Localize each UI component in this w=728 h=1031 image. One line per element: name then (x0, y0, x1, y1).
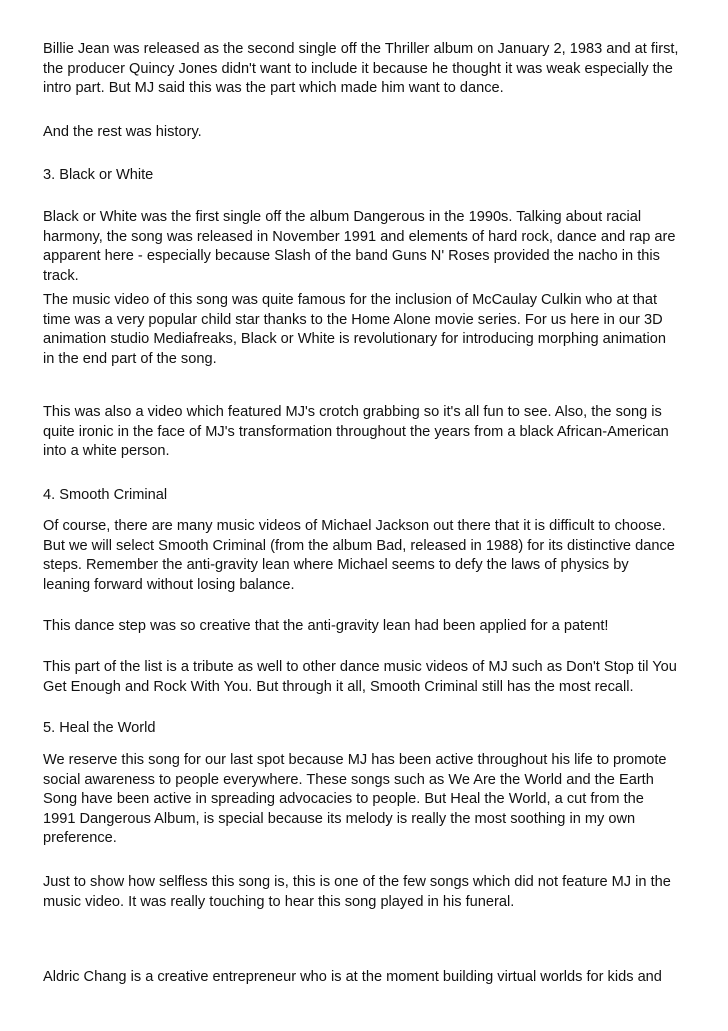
paragraph-patent (43, 617, 693, 637)
text-line: This part of the list is a tribute as well to other dance music videos of MJ such as Don't Stop til You (43, 659, 677, 675)
text-line: quite ironic in the face of MJ's transformation throughout the years from a black African-American (43, 423, 669, 440)
paragraph-rest-history (43, 123, 693, 143)
paragraph-crotch-grabbing (43, 403, 693, 462)
section-heading-smooth-criminal (43, 486, 693, 506)
paragraph-black-or-white-intro (43, 208, 693, 286)
text-line: This dance step was so creative that the anti-gravity lean had been applied for a patent! (43, 618, 609, 634)
text-line: preference. (43, 830, 117, 846)
text-line: The music video of this song was quite famous for the inclusion of McCaulay Culkin who at that (43, 292, 658, 308)
text-line: track. (43, 267, 79, 284)
text-line: into a white person. (43, 443, 170, 459)
text-line: Of course, there are many music videos of Michael Jackson out there that it is difficult to choose. (43, 518, 666, 534)
text-line: Song have been active in spreading advocacies to people. But Heal the World, a cut from the (43, 791, 644, 807)
text-line: leaning forward without losing balance. (43, 576, 295, 593)
text-line: harmony, the song was released in November 1991 and elements of hard rock, dance and rap are (43, 228, 676, 245)
text-line: Black or White was the first single off the album Dangerous in the 1990s. Talking about racial (43, 209, 642, 225)
paragraph-smooth-criminal-intro (43, 517, 693, 595)
text-line: animation studio Mediafreaks, Black or White is revolutionary for introducing morphing animation (43, 331, 666, 347)
paragraph-author-bio (43, 968, 693, 988)
section-heading: 3. Black or White (43, 167, 154, 183)
paragraph-tribute (43, 658, 693, 697)
paragraph-billie-jean (43, 40, 693, 99)
text-line: social awareness to people everywhere. These songs such as We Are the World and the Earth (43, 771, 654, 788)
text-line: Billie Jean was released as the second single off the Thriller album on January 2, 1983 and at first, (43, 41, 679, 57)
text-line: time was a very popular child star thanks to the Home Alone movie series. For us here in our 3D (43, 311, 663, 328)
text-line: music video. It was really touching to hear this song played in his funeral. (43, 893, 515, 910)
paragraph-selfless (43, 873, 693, 912)
text-line: apparent here - especially because Slash of the band Guns N' Roses provided the nacho in this (43, 248, 660, 264)
text-line: in the end part of the song. (43, 350, 217, 367)
text-line: steps. Remember the anti-gravity lean where Michael seems to defy the laws of physics by (43, 557, 629, 573)
text-line: This was also a video which featured MJ's crotch grabbing so it's all fun to see. Also, the song is (43, 404, 662, 420)
text-line: 1991 Dangerous Album, is special because its melody is really the most soothing in my own (43, 810, 636, 827)
section-heading-black-or-white (43, 166, 693, 186)
text-line: Get Enough and Rock With You. But through it all, Smooth Criminal still has the most recall. (43, 678, 634, 695)
text-line: intro part. But MJ said this was the part which made him want to dance. (43, 80, 504, 96)
section-heading: 4. Smooth Criminal (43, 487, 168, 503)
text-line: And the rest was history. (43, 124, 202, 140)
text-line: Just to show how selfless this song is, this is one of the few songs which did not feature MJ in the (43, 874, 671, 890)
text-line: the producer Quincy Jones didn't want to include it because he thought it was weak especially the (43, 60, 673, 77)
paragraph-heal-the-world (43, 751, 693, 849)
paragraph-music-video (43, 291, 693, 369)
text-line: But we will select Smooth Criminal (from the album Bad, released in 1988) for its distinctive dance (43, 537, 675, 554)
section-heading-heal-the-world (43, 719, 693, 739)
text-line: We reserve this song for our last spot because MJ has been active throughout his life to promote (43, 752, 667, 768)
text-line: Aldric Chang is a creative entrepreneur who is at the moment building virtual worlds for kids and (43, 969, 662, 985)
section-heading: 5. Heal the World (43, 720, 156, 736)
